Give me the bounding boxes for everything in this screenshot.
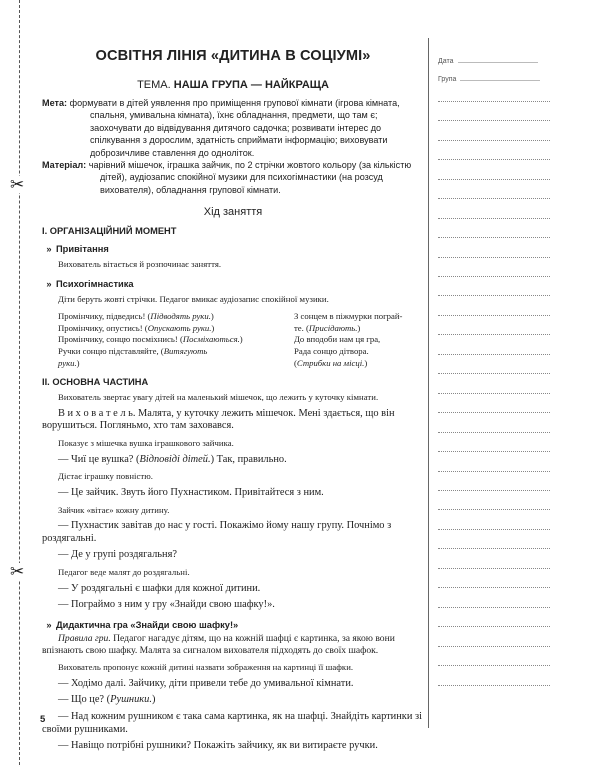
material-block (42, 159, 424, 196)
page-number: 5 (40, 714, 46, 725)
note-line (438, 101, 550, 102)
speech-line: — Чиї це вушка? (Відповіді дітей.) Так, правильно. (58, 453, 287, 465)
speech-line: — Пухнастик завітав до нас у гості. Покажімо йому нашу групу. Почнімо з роздягальні. (42, 520, 392, 544)
scissors-icon: ✂ (10, 175, 25, 194)
stage-direction: Вихователь вітається й розпочинає заняття. (58, 259, 222, 270)
stage-direction: Вихователь пропонує кожній дитині назвати зображення на картинці її шафки. (58, 662, 354, 673)
note-line (438, 665, 550, 666)
note-line (438, 276, 550, 277)
date-line[interactable] (458, 56, 538, 63)
speech-line: — Що це? (Рушники.) (58, 694, 156, 706)
poem-line: руки.) (58, 357, 80, 368)
lesson-theme (42, 79, 424, 91)
speech-line: — Пограймо з ним у гру «Знайди свою шафку!». (58, 599, 275, 611)
dialogue (42, 392, 424, 612)
section-heading: I. ОРГАНІЗАЦІЙНИЙ МОМЕНТ (42, 226, 177, 237)
margin-divider (428, 38, 429, 728)
speech-line: — Над кожним рушником є така сама картинка, як на шафці. Знайдіть картинки зі своїми рушниками. (42, 710, 422, 735)
note-line (438, 646, 550, 647)
poem-column-left (58, 311, 294, 369)
scissors-icon: ✂ (10, 562, 25, 581)
group-field[interactable] (438, 74, 550, 83)
group-line[interactable] (460, 74, 540, 81)
note-line (438, 237, 550, 238)
stage-direction: Діти беруть жовті стрічки. Педагог вмикає аудіозапис спокійної музики. (58, 293, 329, 304)
bullet-icon: » (46, 620, 52, 631)
note-line (438, 509, 550, 510)
subsection-title: Дидактична гра «Знайди свою шафку!» (56, 620, 239, 631)
rules-text: Педагог нагадує дітям, що на кожній шафці є картинка, за якою вони впізнають свою шафку. Малята за сигналом вихователя підходять до своїх шафок. (42, 633, 395, 657)
poem (42, 311, 424, 369)
goal-text: формувати в дітей уявлення про приміщення групової кімнати (ігрова кімната, спальня, умивальна кімната), їхнє обладнання, предмети, що там є; заохочувати до відвідування дитячого садочка; розвивати інтерес до спілкування з дорослим, здатність сприймати інформацію; виховувати доброзичливе ставлення до одноліток. (69, 98, 400, 158)
section-heading: II. ОСНОВНА ЧАСТИНА (42, 377, 149, 388)
note-line (438, 471, 550, 472)
note-line (438, 295, 550, 296)
bullet-icon: » (46, 244, 52, 255)
note-line (438, 490, 550, 491)
subsection-game (42, 620, 424, 630)
note-line (438, 198, 550, 199)
speech-line: В и х о в а т е л ь. Малята, у куточку лежить мішечок. Мені здається, що він ворушиться. Погляньмо, хто там заховався. (42, 407, 395, 432)
note-line (438, 159, 550, 160)
date-label: Дата (438, 58, 454, 65)
note-line (438, 354, 550, 355)
note-line (438, 218, 550, 219)
stage-direction: Вихователь звертає увагу дітей на маленький мішечок, що лежить у куточку кімнати. (58, 392, 379, 403)
note-line (438, 587, 550, 588)
course-title: Хід заняття (203, 206, 263, 219)
stage-direction: Дістає іграшку повністю. (58, 471, 154, 482)
note-line (438, 548, 550, 549)
speech-line: — Це зайчик. Звуть його Пухнастиком. Привітайтеся з ним. (58, 486, 324, 498)
note-line (438, 529, 550, 530)
subsection-greeting (42, 244, 424, 254)
subsection-psycho (42, 279, 424, 289)
material-text: чарівний мішечок, іграшка зайчик, по 2 стрічки жовтого кольору (за кількістю дітей), аудіозапис спокійної музики для психогімнастики (на розсуд вихователя), обладнання групової кімнати. (88, 160, 412, 195)
date-field[interactable] (438, 56, 550, 65)
dialogue (42, 662, 424, 753)
goal-label: Мета: (42, 98, 68, 108)
poem-line: До вподоби нам ця гра, (294, 334, 381, 345)
note-line (438, 334, 550, 335)
goal-block (42, 97, 424, 159)
note-line (438, 257, 550, 258)
page-title: ОСВІТНЯ ЛІНІЯ «ДИТИНА В СОЦІУМІ» (95, 48, 371, 64)
speech-line: — У роздягальні є шафки для кожної дитини. (58, 582, 261, 594)
poem-line: Рада сонцю дітвора. (294, 346, 369, 357)
theme-text: НАША ГРУПА — НАЙКРАЩА (173, 79, 329, 91)
cut-line (19, 0, 20, 765)
note-line (438, 568, 550, 569)
note-line (438, 179, 550, 180)
note-line (438, 120, 550, 121)
speech-line: — Навіщо потрібні рушники? Покажіть зайчику, як ви витираєте ручки. (58, 740, 378, 752)
stage-direction: Зайчик «вітає» кожну дитину. (58, 504, 170, 515)
note-line (438, 315, 550, 316)
lesson-content (42, 48, 424, 753)
poem-line: Промінчику, опустись! (Опускають руки.) (58, 322, 215, 333)
stage-direction: Педагог веде малят до роздягальні. (58, 567, 190, 578)
note-line (438, 373, 550, 374)
note-line (438, 607, 550, 608)
note-line (438, 412, 550, 413)
poem-line: Ручки сонцю підставляйте, (Витягують (58, 346, 208, 357)
note-line (438, 432, 550, 433)
poem-line: З сонцем в піжмурки пограй- (294, 311, 403, 322)
stage-direction: Показує з мішечка вушка іграшкового зайчика. (58, 438, 234, 449)
note-line (438, 626, 550, 627)
game-rules (42, 633, 424, 657)
note-line (438, 451, 550, 452)
bullet-icon: » (46, 278, 52, 289)
speech-line: — Де у групі роздягальня? (58, 549, 177, 561)
note-line (438, 685, 550, 686)
poem-column-right (294, 311, 424, 369)
note-line (438, 393, 550, 394)
subsection-title: Психогімнастика (56, 278, 134, 289)
poem-line: (Стрибки на місці.) (294, 357, 368, 368)
poem-line: те. (Присідають.) (294, 322, 361, 333)
poem-line: Промінчику, сонцю посміхнись! (Посміхаються.) (58, 334, 243, 345)
speech-line: — Ходімо далі. Зайчику, діти привели тебе до умивальної кімнати. (58, 677, 354, 689)
note-line (438, 140, 550, 141)
group-label: Група (438, 76, 457, 83)
material-label: Матеріал: (42, 160, 87, 171)
subsection-title: Привітання (56, 244, 109, 255)
poem-line: Промінчику, підведись! (Підводять руки.) (58, 311, 214, 322)
rules-label: Правила гри. (58, 633, 111, 645)
theme-label: ТЕМА. (137, 79, 171, 91)
